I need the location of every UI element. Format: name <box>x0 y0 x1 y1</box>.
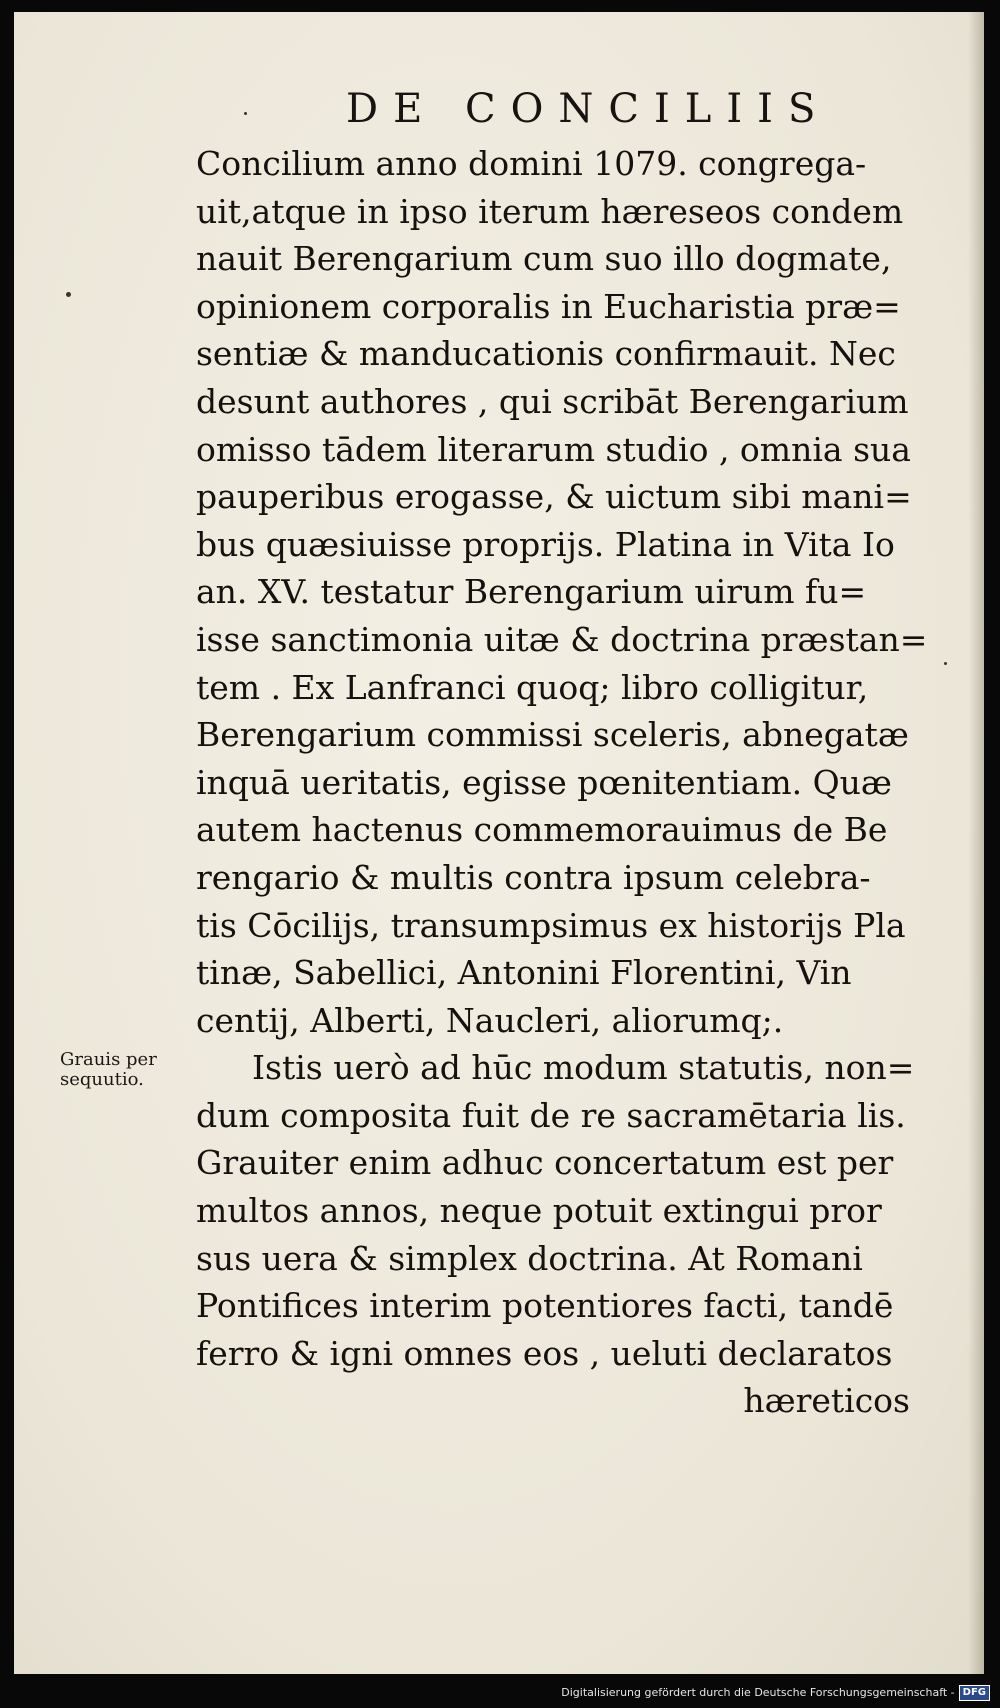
text-line: tinæ, Sabellici, Antonini Florentini, Vin <box>196 953 852 993</box>
text-line: sentiæ & manducationis confirmauit. Nec <box>196 334 896 374</box>
ink-speck <box>244 112 247 115</box>
page-edge-shadow <box>968 12 984 1674</box>
text-line: uit,atque in ipso iterum hæreseos condem <box>196 191 904 231</box>
text-line: Berengarium commissi sceleris, abnegatæ <box>196 715 909 755</box>
text-line: Concilium anno domini 1079. congrega- <box>196 144 867 183</box>
text-line: tem . Ex Lanfranci quoq; libro colligitur, <box>196 667 869 707</box>
text-line: multos annos, neque potuit extingui pror <box>196 1191 882 1231</box>
text-line: dum composita fuit de re sacramētaria lis. <box>196 1095 906 1135</box>
text-line: isse sanctimonia uitæ & doctrina præstan= <box>196 619 928 659</box>
credit-text: Digitalisierung gefördert durch die Deutsche Forschungsgemeinschaft - <box>561 1686 955 1699</box>
text-line: Grauiter enim adhuc concertatum est per <box>196 1143 894 1183</box>
text-line: opinionem corporalis in Eucharistia præ= <box>196 286 901 326</box>
running-head: DE CONCILIIS <box>346 86 831 132</box>
text-line: rengario & multis contra ipsum celebra- <box>196 857 871 897</box>
book-page <box>14 12 984 1674</box>
text-line: centij, Alberti, Naucleri, aliorumq;. <box>196 1000 784 1040</box>
text-line: omisso tādem literarum studio , omnia sua <box>196 429 911 469</box>
text-line: tis Cōcilijs, transumpsimus ex historijs Pla <box>196 905 906 945</box>
text-line: an. XV. testatur Berengarium uirum fu= <box>196 572 867 612</box>
text-line: Istis uerò ad hūc modum statutis, non= <box>252 1048 915 1088</box>
body-text <box>196 140 956 1425</box>
text-line: sus uera & simplex doctrina. At Romani <box>196 1238 863 1278</box>
marginal-note-line: Grauis per <box>60 1049 157 1070</box>
text-line: ferro & igni omnes eos , ueluti declaratos <box>196 1333 893 1373</box>
ink-speck <box>66 292 71 297</box>
text-line: nauit Berengarium cum suo illo dogmate, <box>196 239 892 279</box>
marginal-note <box>60 1050 157 1090</box>
text-line: pauperibus erogasse, & uictum sibi mani= <box>196 477 912 517</box>
text-line: autem hactenus commemorauimus de Be <box>196 810 888 850</box>
dfg-logo: DFG <box>959 1685 990 1701</box>
text-line: desunt authores , qui scribāt Berengarium <box>196 381 909 421</box>
digitization-credit <box>561 1684 990 1702</box>
text-line: inquā ueritatis, egisse pœnitentiam. Quæ <box>196 762 892 802</box>
ink-speck <box>944 662 947 665</box>
text-line: bus quæsiuisse proprijs. Platina in Vita Io <box>196 524 895 564</box>
marginal-note-line: sequutio. <box>60 1069 144 1090</box>
catchword: hæreticos <box>743 1381 910 1421</box>
text-line: Pontifices interim potentiores facti, tandē <box>196 1286 894 1326</box>
